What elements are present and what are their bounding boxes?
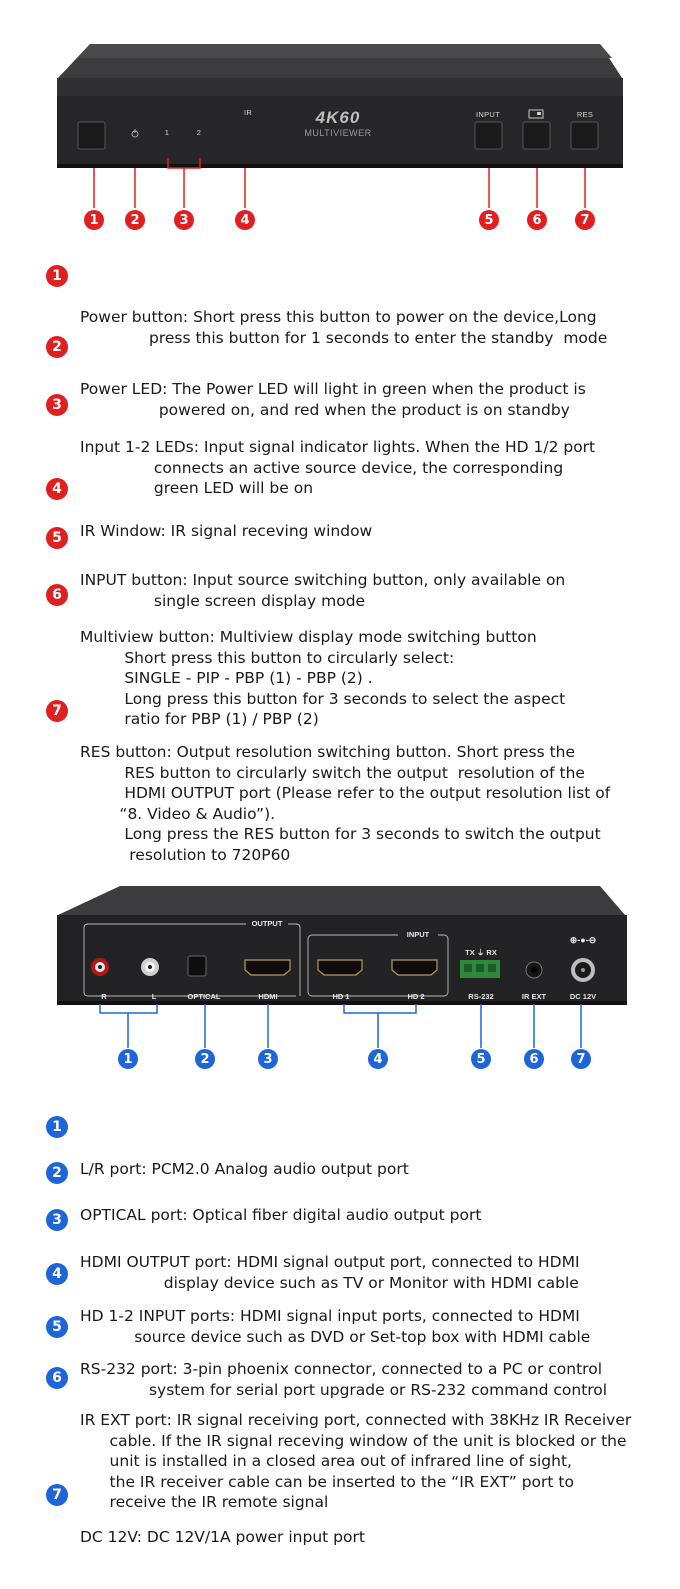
l-label: L bbox=[151, 992, 157, 1001]
rear-marker-6: 6 bbox=[524, 1049, 544, 1069]
rs232-label: RS-232 bbox=[468, 992, 494, 1001]
rear-marker-4: 4 bbox=[368, 1049, 388, 1069]
item-description: HD 1-2 INPUT ports: HDMI signal input ports, connected to HDMI source device such as DVD or Set-top box with HDMI cable bbox=[80, 1307, 591, 1346]
item-number-badge: 7 bbox=[46, 700, 68, 722]
item-description: Multiview button: Multiview display mode switching button Short press this button to circularly select: SINGLE - PIP - PBP (1) - PBP (2) . Long press this button for 3 seconds to select the aspect ratio for PBP (1) / PBP (2) bbox=[80, 628, 566, 728]
rear-marker-7: 7 bbox=[571, 1049, 591, 1069]
ir-label: IR bbox=[243, 108, 253, 117]
item-number-badge: 6 bbox=[46, 1367, 68, 1389]
front-marker-1: 1 bbox=[84, 210, 104, 230]
item-description: IR Window: IR signal receving window bbox=[80, 522, 373, 540]
item-description: HDMI OUTPUT port: HDMI signal output port, connected to HDMI display device such as TV or Monitor with HDMI cable bbox=[80, 1253, 580, 1292]
item-number-badge: 1 bbox=[46, 265, 68, 287]
item-description: Power LED: The Power LED will light in green when the product is powered on, and red when the product is on standby bbox=[80, 380, 586, 419]
item-description: DC 12V: DC 12V/1A power input port bbox=[80, 1528, 365, 1546]
item-description: OPTICAL port: Optical fiber digital audio output port bbox=[80, 1206, 482, 1224]
item-description: RES button: Output resolution switching button. Short press the RES button to circularly switch the output resolution of the HDMI OUTPUT port (Please refer to the output resolution list of “8. Video & Audio”). Long press the RES button for 3 seconds to switch the output resolution to 720P60 bbox=[80, 743, 611, 864]
front-marker-3: 3 bbox=[174, 210, 194, 230]
polarity-label: ⊕-●-⊖ bbox=[569, 935, 597, 945]
hd2-label: HD 2 bbox=[407, 992, 425, 1001]
front-marker-4: 4 bbox=[235, 210, 255, 230]
input-group-label: INPUT bbox=[398, 930, 438, 939]
item-number-badge: 5 bbox=[46, 527, 68, 549]
item-number-badge: 3 bbox=[46, 1209, 68, 1231]
item-number-badge: 7 bbox=[46, 1484, 68, 1506]
item-number-badge: 4 bbox=[46, 1263, 68, 1285]
brand-sub: MULTIVIEWER bbox=[304, 128, 372, 138]
rear-marker-5: 5 bbox=[471, 1049, 491, 1069]
item-number-badge: 1 bbox=[46, 1116, 68, 1138]
txrx-label: TX ⏚ RX bbox=[465, 948, 497, 957]
rear-marker-3: 3 bbox=[258, 1049, 278, 1069]
item-number-badge: 3 bbox=[46, 394, 68, 416]
hd1-label: HD 1 bbox=[332, 992, 350, 1001]
front-marker-7: 7 bbox=[575, 210, 595, 230]
item-description: Input 1-2 LEDs: Input signal indicator lights. When the HD 1/2 port connects an active source device, the corresponding green LED will be on bbox=[80, 438, 596, 497]
item-number-badge: 2 bbox=[46, 336, 68, 358]
r-label: R bbox=[101, 992, 107, 1001]
hdmi-label: HDMI bbox=[258, 992, 278, 1001]
brand-logo: 4K60 bbox=[315, 108, 361, 127]
res-label: RES bbox=[576, 110, 594, 119]
item-number-badge: 6 bbox=[46, 584, 68, 606]
led1-label: 1 bbox=[164, 128, 170, 137]
item-number-badge: 4 bbox=[46, 478, 68, 500]
item-number-badge: 2 bbox=[46, 1162, 68, 1184]
input-label: INPUT bbox=[476, 110, 500, 119]
front-marker-2: 2 bbox=[125, 210, 145, 230]
optical-label: OPTICAL bbox=[187, 992, 221, 1001]
item-number-badge: 5 bbox=[46, 1316, 68, 1338]
dc-label: DC 12V bbox=[569, 992, 597, 1001]
rear-marker-2: 2 bbox=[195, 1049, 215, 1069]
item-description: INPUT button: Input source switching button, only available on single screen display mode bbox=[80, 571, 566, 610]
ir-ext-label: IR EXT bbox=[521, 992, 547, 1001]
item-description: IR EXT port: IR signal receiving port, connected with 38KHz IR Receiver cable. If the IR signal receving window of the unit is blocked or the unit is installed in a closed area out of infrared line of sight, the IR receiver cable can be inserted to the “IR EXT” port to receive the IR remote signal bbox=[80, 1411, 632, 1511]
led2-label: 2 bbox=[196, 128, 202, 137]
front-marker-6: 6 bbox=[527, 210, 547, 230]
rear-marker-1: 1 bbox=[118, 1049, 138, 1069]
item-description: Power button: Short press this button to power on the device,Long press this button for 1 seconds to enter the standby mode bbox=[80, 308, 608, 347]
front-marker-5: 5 bbox=[479, 210, 499, 230]
item-description: L/R port: PCM2.0 Analog audio output port bbox=[80, 1160, 409, 1178]
output-label: OUTPUT bbox=[246, 919, 288, 928]
item-description: RS-232 port: 3-pin phoenix connector, connected to a PC or control system for serial port upgrade or RS-232 command control bbox=[80, 1360, 608, 1399]
